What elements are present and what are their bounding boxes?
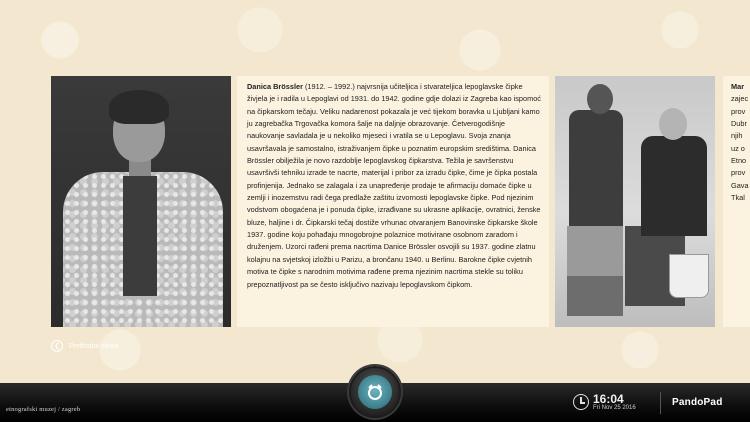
prev-screen-link[interactable] <box>51 339 118 353</box>
biography-name: Danica Brössler <box>247 82 303 91</box>
home-button[interactable] <box>349 366 401 418</box>
home-logo-icon[interactable] <box>358 375 392 409</box>
card3-line: prov <box>731 168 746 178</box>
card3-line: Gava <box>731 180 749 190</box>
pandopad-logo: PandoPad <box>672 397 723 408</box>
photo-two-men <box>555 76 715 327</box>
card3-line: Tkal <box>731 193 745 203</box>
chevron-left-circle-icon[interactable]: ❮ <box>51 340 63 352</box>
card3-line: njih <box>731 131 743 141</box>
card3-line: Etno <box>731 156 747 166</box>
clock-icon <box>573 394 589 410</box>
clock-date: Fri Nov 25 2016 <box>593 405 636 411</box>
clock-time: 16:04 <box>593 392 624 406</box>
biography-text: (1912. – 1992.) najvrsnija učiteljica i stvarateljica lepoglavske čipke živjela je i radila u Lepoglavi od 1931. do 1942. godine gdje dolazi iz Zagreba kao ispomoć na čipkarskom tečaju. Veliku nadarenost pokazala je već tijekom boravka u Ljubljani kamo ju zagrebačka Trgovačka komora šalje na daljnje obrazovanje. Četverogodišnje naukovanje savladala je u nekoliko mjeseci i vratila se u Lepoglavu. Svoja znanja usavršavala je samostalno, istraživanjem čipke u poznatim europskim središtima. Danica Brössler obilježila je novo razdoblje lepoglavskog čipkarstva. Težila je savršenstvu usavršivši tehniku izrade te nacrte, materijal i pribor za izradu čipke, čime je čipka postala profinjenija. Jednako se zalagala i za unapređenje prodaje te afirmaciju domaće čipke u zemlji i inozemstvu radi čega predlaže zaštitu izvornosti lepoglavske čipke. Pod njezinim vodstvom obogaćena je i ponuda čipke, izrađivane su ukrasne aplikacije, ovratnici, ženske bluze, haljine i dr. Čipkarski tečaj dostiže vrhunac otvaranjem Banovinske čipkarske škole 1937. godine koju pohađaju mnogobrojne polaznice motivirane osobnom zaradom i druženjem. Uzorci rađeni prema nacrtima Danice Brössler osvojili su 1937. godine zlatnu kolajnu na svjetskoj izložbi u Parizu, a brončanu 1940. u Berlinu. Barokne čipke cvjetnih motiva te čipke s narodnim motivima rađene prema njezinim nacrtima stekle su toliku prepoznatljivost pa se često isključivo nazivaju lepoglavskom čipkom. <box>247 82 541 289</box>
prev-screen-label[interactable]: Prethodni ekran <box>69 342 119 350</box>
photo-danica-brossler <box>51 76 231 327</box>
next-text-card <box>723 76 750 327</box>
card3-line: Dubr <box>731 119 747 129</box>
museum-brand: etnografski muzej / zagreb <box>6 406 81 413</box>
card3-line: uz o <box>731 143 745 153</box>
text-card <box>237 76 549 327</box>
card3-line: prov <box>731 106 746 116</box>
card3-line: zajec <box>731 94 749 104</box>
biography-paragraph <box>247 81 541 291</box>
divider <box>660 392 661 414</box>
card3-line: Mar <box>731 82 745 91</box>
